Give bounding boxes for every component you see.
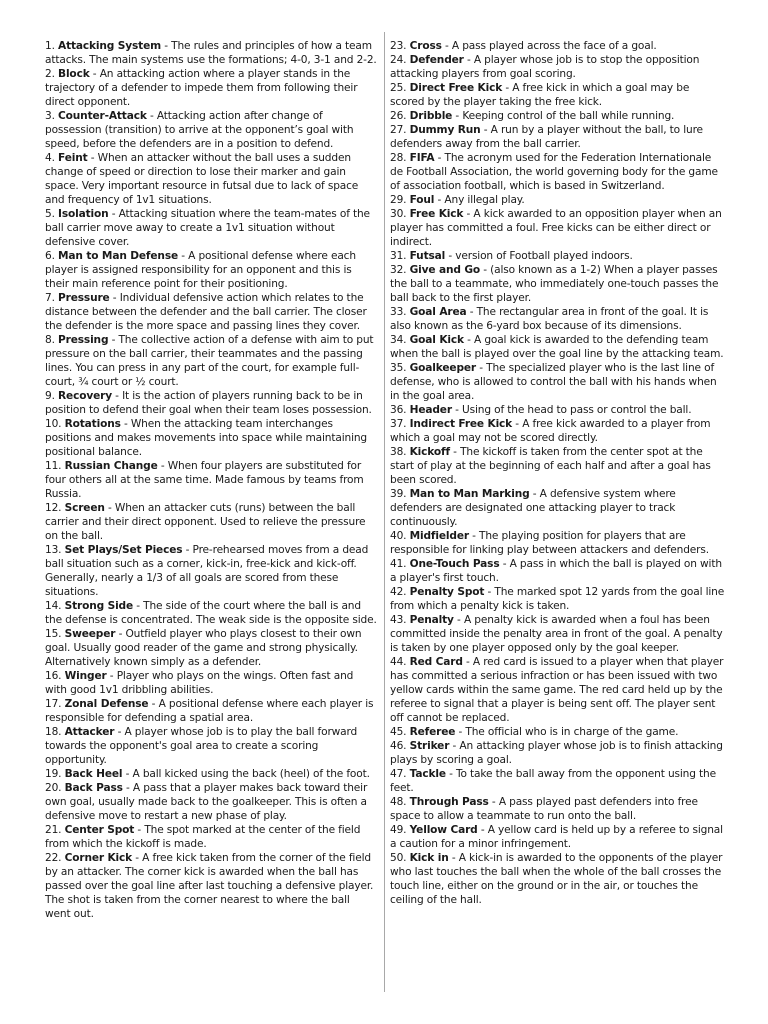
entry-definition: When four players are substituted for four others all at the same time. Made famous by teams from Russia.	[45, 460, 364, 500]
entry-term: Screen	[64, 502, 105, 514]
entry-number: 49.	[390, 824, 407, 836]
entry-definition: A pass played past defenders into free space to allow a teammate to run onto the ball.	[390, 796, 698, 822]
entry-term: Yellow Card	[409, 824, 478, 836]
entry-number: 47.	[390, 768, 407, 780]
entry-term: Back Heel	[64, 768, 123, 780]
entry-number: 43.	[390, 614, 407, 626]
glossary-entry: 27. Dummy Run - A run by a player without the ball, to lure defenders away from the ball carrier.	[390, 124, 703, 150]
entry-definition: When an attacker without the ball uses a sudden change of speed or direction to lose their marker and gain space. Very important resource in futsal due to lack of space and frequency of 1v1 situations.	[45, 152, 359, 206]
glossary-entry: 2. Block - An attacking action where a player stands in the trajectory of a defender to impede them from following their direct opponent.	[45, 68, 358, 108]
entry-number: 36.	[390, 404, 407, 416]
entry-definition: A penalty kick is awarded when a foul has been committed inside the penalty area in front of the goal. A penalty is taken by one player opposed only by the goal keeper.	[390, 614, 723, 654]
glossary-entry: 41. One-Touch Pass - A pass in which the ball is played on with a player's first touch.	[390, 558, 722, 584]
entry-term: Russian Change	[64, 460, 158, 472]
entry-number: 48.	[390, 796, 407, 808]
glossary-entry: 40. Midfielder - The playing position for players that are responsible for linking play between attackers and defenders.	[390, 530, 709, 556]
glossary-entry: 45. Referee - The official who is in charge of the game.	[390, 726, 679, 738]
entry-definition: A goal kick is awarded to the defending team when the ball is played over the goal line by the attacking team.	[390, 334, 724, 360]
entry-number: 37.	[390, 418, 407, 430]
entry-term: Red Card	[409, 656, 463, 668]
entry-term: Penalty	[409, 614, 454, 626]
entry-number: 29.	[390, 194, 407, 206]
entry-number: 15.	[45, 628, 62, 640]
column-divider	[384, 32, 385, 992]
entry-number: 50.	[390, 852, 407, 864]
entry-definition: It is the action of players running back to be in position to defend their goal when their team loses possession.	[45, 390, 372, 416]
glossary-entry: 17. Zonal Defense - A positional defense where each player is responsible for defending a spatial area.	[45, 698, 374, 724]
entry-definition: A pass that a player makes back toward their own goal, usually made back to the goalkeeper. This is often a defensive move to restart a new phase of play.	[45, 782, 368, 822]
glossary-entry: 13. Set Plays/Set Pieces - Pre-rehearsed moves from a dead ball situation such as a corner, kick-in, free-kick and kick-off. Generally, nearly a 1/3 of all goals are scored from these situations.	[45, 544, 369, 598]
entry-term: Referee	[409, 726, 456, 738]
entry-term: Tackle	[409, 768, 446, 780]
glossary-entry: 18. Attacker - A player whose job is to play the ball forward towards the opponent's goal area to create a scoring opportunity.	[45, 726, 358, 766]
entry-term: Counter-Attack	[58, 110, 147, 122]
entry-number: 9.	[45, 390, 55, 402]
entry-term: Man to Man Defense	[58, 250, 179, 262]
entry-term: Direct Free Kick	[409, 82, 503, 94]
entry-term: Isolation	[58, 208, 109, 220]
entry-definition: A kick awarded to an opposition player when an player has committed a foul. Free kicks can be either direct or indirect.	[390, 208, 722, 248]
entry-number: 31.	[390, 250, 407, 262]
entry-definition: The kickoff is taken from the center spot at the start of play at the beginning of each half and after a goal has been scored.	[390, 446, 711, 486]
glossary-entry: 39. Man to Man Marking - A defensive system where defenders are designated one attacking player to track continuously.	[390, 488, 676, 528]
entry-number: 39.	[390, 488, 407, 500]
glossary-entry: 32. Give and Go - (also known as a 1-2) When a player passes the ball to a teammate, who immediately one-touch passes the ball back to the first player.	[390, 264, 719, 304]
glossary-entry: 38. Kickoff - The kickoff is taken from the center spot at the start of play at the beginning of each half and after a goal has been scored.	[390, 446, 711, 486]
entry-number: 16.	[45, 670, 62, 682]
entry-term: Corner Kick	[64, 852, 133, 864]
entry-number: 34.	[390, 334, 407, 346]
entry-definition: Using of the head to pass or control the ball.	[462, 404, 692, 416]
entry-term: Dribble	[409, 110, 453, 122]
entry-definition: To take the ball away from the opponent using the feet.	[390, 768, 716, 794]
entry-term: Zonal Defense	[64, 698, 149, 710]
glossary-entry: 50. Kick in - A kick-in is awarded to the opponents of the player who last touches the ball when the whole of the ball crosses the touch line, either on the ground or in the air, or touches the ceiling of the hall.	[390, 852, 723, 906]
entry-definition: (also known as a 1-2) When a player passes the ball to a teammate, who immediately one-touch passes the ball back to the first player.	[390, 264, 719, 304]
entry-number: 24.	[390, 54, 407, 66]
entry-definition: The acronym used for the Federation Internationale de Football Association, the world governing body for the game of association football, which is based in Switzerland.	[390, 152, 718, 192]
entry-definition: A kick-in is awarded to the opponents of the player who last touches the ball when the whole of the ball crosses the touch line, either on the ground or in the air, or touches the ceiling of the hall.	[390, 852, 723, 906]
entry-number: 23.	[390, 40, 407, 52]
glossary-entry: 3. Counter-Attack - Attacking action after change of possession (transition) to arrive at the opponent’s goal with speed, before the defenders are in a position to defend.	[45, 110, 354, 150]
entry-number: 18.	[45, 726, 62, 738]
entry-definition: An attacking player whose job is to finish attacking plays by scoring a goal.	[390, 740, 723, 766]
entry-number: 8.	[45, 334, 55, 346]
entry-definition: version of Football played indoors.	[455, 250, 633, 262]
glossary-entry: 12. Screen - When an attacker cuts (runs) between the ball carrier and their direct opponent. Used to relieve the pressure on the ball.	[45, 502, 366, 542]
glossary-entry: 30. Free Kick - A kick awarded to an opposition player when an player has committed a foul. Free kicks can be either direct or indirect.	[390, 208, 722, 248]
entry-definition: The specialized player who is the last line of defense, who is allowed to control the ball with his hands when in the goal area.	[390, 362, 717, 402]
glossary-entry: 14. Strong Side - The side of the court where the ball is and the defense is concentrated. The weak side is the opposite side.	[45, 600, 377, 626]
entry-number: 38.	[390, 446, 407, 458]
glossary-entry: 19. Back Heel - A ball kicked using the back (heel) of the foot.	[45, 768, 370, 780]
glossary-entry: 5. Isolation - Attacking situation where the team-mates of the ball carrier move away to create a 1v1 situation without defensive cover.	[45, 208, 370, 248]
entry-term: Goalkeeper	[409, 362, 477, 374]
entry-term: Sweeper	[64, 628, 116, 640]
entry-definition: The official who is in charge of the game.	[465, 726, 679, 738]
glossary-entry: 6. Man to Man Defense - A positional defense where each player is assigned responsibility for an opponent and this is their main reference point for their positioning.	[45, 250, 356, 290]
entry-number: 3.	[45, 110, 55, 122]
glossary-entry: 7. Pressure - Individual defensive action which relates to the distance between the defender and the ball carrier. The closer the defender is the more space and passing lines they cover.	[45, 292, 367, 332]
entry-definition: A ball kicked using the back (heel) of the foot.	[132, 768, 370, 780]
entry-definition: When the attacking team interchanges positions and makes movements into space while maintaining positional balance.	[45, 418, 368, 458]
entry-number: 28.	[390, 152, 407, 164]
entry-term: Indirect Free Kick	[409, 418, 513, 430]
entry-definition: A yellow card is held up by a referee to signal a caution for a minor infringement.	[390, 824, 723, 850]
entry-definition: The rules and principles of how a team attacks. The main systems use the formations; 4-0, 3-1 and 2-2.	[45, 40, 377, 66]
entry-term: Attacking System	[58, 40, 162, 52]
entry-number: 12.	[45, 502, 62, 514]
glossary-entry: 9. Recovery - It is the action of players running back to be in position to defend their goal when their team loses possession.	[45, 390, 372, 416]
entry-definition: A positional defense where each player is assigned responsibility for an opponent and this is their main reference point for their positioning.	[45, 250, 356, 290]
entry-term: Goal Area	[409, 306, 467, 318]
entry-number: 19.	[45, 768, 62, 780]
entry-definition: Pre-rehearsed moves from a dead ball situation such as a corner, kick-in, free-kick and kick-off. Generally, nearly a 1/3 of all goals are scored from these situations.	[45, 544, 369, 598]
entry-definition: Outfield player who plays closest to their own goal. Usually good reader of the game and strong physically. Alternatively known simply as a defender.	[45, 628, 362, 668]
entry-term: Strong Side	[64, 600, 134, 612]
entry-term: FIFA	[409, 152, 435, 164]
entry-term: Back Pass	[64, 782, 123, 794]
glossary-entry: 48. Through Pass - A pass played past defenders into free space to allow a teammate to run onto the ball.	[390, 796, 698, 822]
entry-definition: A red card is issued to a player when that player has committed a serious infraction or has been issued with two yellow cards within the same game. The red card held up by the referee to signal that a player is being sent off. The player sent off cannot be replaced.	[390, 656, 724, 724]
entry-term: Center Spot	[64, 824, 135, 836]
entry-number: 45.	[390, 726, 407, 738]
glossary-entry: 47. Tackle - To take the ball away from the opponent using the feet.	[390, 768, 716, 794]
entry-term: Pressing	[58, 334, 109, 346]
entry-term: Dummy Run	[409, 124, 481, 136]
entry-definition: Individual defensive action which relates to the distance between the defender and the ball carrier. The closer the defender is the more space and passing lines they cover.	[45, 292, 367, 332]
entry-number: 20.	[45, 782, 62, 794]
entry-term: Free Kick	[409, 208, 464, 220]
glossary-entry: 8. Pressing - The collective action of a defense with aim to put pressure on the ball carrier, their teammates and the passing lines. You can press in any part of the court, for example full-court, ¾ court or ½ court.	[45, 334, 374, 388]
entry-definition: A run by a player without the ball, to lure defenders away from the ball carrier.	[390, 124, 703, 150]
entry-definition: The collective action of a defense with aim to put pressure on the ball carrier, their teammates and the passing lines. You can press in any part of the court, for example full-court, ¾ court or ½ court.	[45, 334, 374, 388]
entry-definition: A pass played across the face of a goal.	[451, 40, 657, 52]
glossary-entry: 43. Penalty - A penalty kick is awarded when a foul has been committed inside the penalty area in front of the goal. A penalty is taken by one player opposed only by the goal keeper.	[390, 614, 723, 654]
entry-definition: A pass in which the ball is played on with a player's first touch.	[390, 558, 722, 584]
entry-number: 21.	[45, 824, 62, 836]
entry-term: Foul	[409, 194, 435, 206]
glossary-entry: 49. Yellow Card - A yellow card is held up by a referee to signal a caution for a minor infringement.	[390, 824, 723, 850]
entry-number: 13.	[45, 544, 62, 556]
entry-term: Cross	[409, 40, 442, 52]
entry-definition: An attacking action where a player stands in the trajectory of a defender to impede them from following their direct opponent.	[45, 68, 358, 108]
entry-term: Set Plays/Set Pieces	[64, 544, 183, 556]
glossary-column-right	[390, 39, 726, 907]
glossary-entry: 42. Penalty Spot - The marked spot 12 yards from the goal line from which a penalty kick is taken.	[390, 586, 725, 612]
entry-number: 42.	[390, 586, 407, 598]
glossary-entry: 46. Striker - An attacking player whose job is to finish attacking plays by scoring a goal.	[390, 740, 723, 766]
entry-number: 10.	[45, 418, 62, 430]
entry-term: Futsal	[409, 250, 446, 262]
entry-term: Goal Kick	[409, 334, 464, 346]
entry-definition: Keeping control of the ball while running.	[462, 110, 675, 122]
glossary-entry: 1. Attacking System - The rules and principles of how a team attacks. The main systems use the formations; 4-0, 3-1 and 2-2.	[45, 40, 377, 66]
entry-number: 41.	[390, 558, 407, 570]
entry-definition: The marked spot 12 yards from the goal line from which a penalty kick is taken.	[390, 586, 725, 612]
glossary-entry: 25. Direct Free Kick - A free kick in which a goal may be scored by the player taking the free kick.	[390, 82, 690, 108]
entry-term: Attacker	[64, 726, 115, 738]
entry-definition: A player whose job is to stop the opposition attacking players from goal scoring.	[390, 54, 700, 80]
entry-number: 7.	[45, 292, 55, 304]
entry-number: 14.	[45, 600, 62, 612]
entry-number: 22.	[45, 852, 62, 864]
entry-definition: Attacking action after change of possession (transition) to arrive at the opponent’s goal with speed, before the defenders are in a position to defend.	[45, 110, 354, 150]
glossary-entry: 33. Goal Area - The rectangular area in front of the goal. It is also known as the 6-yard box because of its dimensions.	[390, 306, 709, 332]
entry-definition: A free kick taken from the corner of the field by an attacker. The corner kick is awarded when the ball has passed over the goal line after last touching a defensive player. The shot is taken from the corner nearest to where the ball went out.	[45, 852, 374, 920]
entry-term: Kickoff	[409, 446, 450, 458]
entry-number: 40.	[390, 530, 407, 542]
glossary-entry: 26. Dribble - Keeping control of the ball while running.	[390, 110, 675, 122]
entry-number: 27.	[390, 124, 407, 136]
entry-number: 17.	[45, 698, 62, 710]
glossary-entry: 11. Russian Change - When four players are substituted for four others all at the same time. Made famous by teams from Russia.	[45, 460, 364, 500]
entry-number: 30.	[390, 208, 407, 220]
entry-definition: A positional defense where each player is responsible for defending a spatial area.	[45, 698, 374, 724]
entry-term: Header	[409, 404, 452, 416]
glossary-entry: 36. Header - Using of the head to pass or control the ball.	[390, 404, 692, 416]
glossary-entry: 44. Red Card - A red card is issued to a player when that player has committed a serious infraction or has been issued with two yellow cards within the same game. The red card held up by the referee to signal that a player is being sent off. The player sent off cannot be replaced.	[390, 656, 724, 724]
entry-term: Pressure	[58, 292, 110, 304]
entry-definition: The rectangular area in front of the goal. It is also known as the 6-yard box because of its dimensions.	[390, 306, 709, 332]
glossary-entry: 20. Back Pass - A pass that a player makes back toward their own goal, usually made back to the goalkeeper. This is often a defensive move to restart a new phase of play.	[45, 782, 368, 822]
entry-term: Recovery	[58, 390, 112, 402]
entry-term: Defender	[409, 54, 464, 66]
entry-term: Feint	[58, 152, 88, 164]
entry-term: Striker	[409, 740, 450, 752]
glossary-entry: 31. Futsal - version of Football played indoors.	[390, 250, 633, 262]
entry-definition: Any illegal play.	[444, 194, 525, 206]
entry-number: 33.	[390, 306, 407, 318]
entry-number: 6.	[45, 250, 55, 262]
glossary-entry: 24. Defender - A player whose job is to stop the opposition attacking players from goal scoring.	[390, 54, 700, 80]
entry-number: 1.	[45, 40, 55, 52]
glossary-entry: 10. Rotations - When the attacking team interchanges positions and makes movements into space while maintaining positional balance.	[45, 418, 368, 458]
entry-definition: The spot marked at the center of the field from which the kickoff is made.	[45, 824, 361, 850]
entry-number: 44.	[390, 656, 407, 668]
entry-term: Man to Man Marking	[409, 488, 530, 500]
entry-number: 26.	[390, 110, 407, 122]
glossary-entry: 28. FIFA - The acronym used for the Federation Internationale de Football Association, the world governing body for the game of association football, which is based in Switzerland.	[390, 152, 718, 192]
entry-term: Block	[58, 68, 90, 80]
entry-term: One-Touch Pass	[409, 558, 500, 570]
glossary-entry: 15. Sweeper - Outfield player who plays closest to their own goal. Usually good reader of the game and strong physically. Alternatively known simply as a defender.	[45, 628, 362, 668]
entry-number: 2.	[45, 68, 55, 80]
entry-term: Through Pass	[409, 796, 489, 808]
entry-term: Penalty Spot	[409, 586, 485, 598]
glossary-entry: 29. Foul - Any illegal play.	[390, 194, 525, 206]
glossary-entry: 35. Goalkeeper - The specialized player who is the last line of defense, who is allowed to control the ball with his hands when in the goal area.	[390, 362, 717, 402]
entry-number: 46.	[390, 740, 407, 752]
entry-number: 35.	[390, 362, 407, 374]
entry-definition: The side of the court where the ball is and the defense is concentrated. The weak side is the opposite side.	[45, 600, 377, 626]
entry-number: 25.	[390, 82, 407, 94]
entry-definition: Player who plays on the wings. Often fast and with good 1v1 dribbling abilities.	[45, 670, 354, 696]
entry-term: Kick in	[409, 852, 449, 864]
entry-number: 32.	[390, 264, 407, 276]
entry-term: Rotations	[64, 418, 121, 430]
entry-number: 4.	[45, 152, 55, 164]
entry-definition: The playing position for players that are responsible for linking play between attackers and defenders.	[390, 530, 709, 556]
glossary-column-left	[45, 39, 377, 921]
entry-definition: A player whose job is to play the ball forward towards the opponent's goal area to create a scoring opportunity.	[45, 726, 358, 766]
entry-number: 5.	[45, 208, 55, 220]
entry-term: Winger	[64, 670, 107, 682]
glossary-entry: 34. Goal Kick - A goal kick is awarded to the defending team when the ball is played over the goal line by the attacking team.	[390, 334, 724, 360]
entry-term: Give and Go	[409, 264, 481, 276]
entry-definition: A defensive system where defenders are designated one attacking player to track continuously.	[390, 488, 676, 528]
glossary-entry: 16. Winger - Player who plays on the wings. Often fast and with good 1v1 dribbling abilities.	[45, 670, 354, 696]
entry-term: Midfielder	[409, 530, 469, 542]
glossary-entry: 23. Cross - A pass played across the face of a goal.	[390, 40, 657, 52]
glossary-entry: 4. Feint - When an attacker without the ball uses a sudden change of speed or direction to lose their marker and gain space. Very important resource in futsal due to lack of space and frequency of 1v1 situations.	[45, 152, 359, 206]
glossary-entry: 21. Center Spot - The spot marked at the center of the field from which the kickoff is made.	[45, 824, 361, 850]
entry-definition: When an attacker cuts (runs) between the ball carrier and their direct opponent. Used to relieve the pressure on the ball.	[45, 502, 366, 542]
entry-definition: A free kick awarded to a player from which a goal may not be scored directly.	[390, 418, 711, 444]
entry-definition: A free kick in which a goal may be scored by the player taking the free kick.	[390, 82, 690, 108]
entry-number: 11.	[45, 460, 62, 472]
glossary-entry: 37. Indirect Free Kick - A free kick awarded to a player from which a goal may not be scored directly.	[390, 418, 711, 444]
entry-definition: Attacking situation where the team-mates of the ball carrier move away to create a 1v1 situation without defensive cover.	[45, 208, 370, 248]
glossary-entry: 22. Corner Kick - A free kick taken from the corner of the field by an attacker. The corner kick is awarded when the ball has passed over the goal line after last touching a defensive player. The shot is taken from the corner nearest to where the ball went out.	[45, 852, 374, 920]
